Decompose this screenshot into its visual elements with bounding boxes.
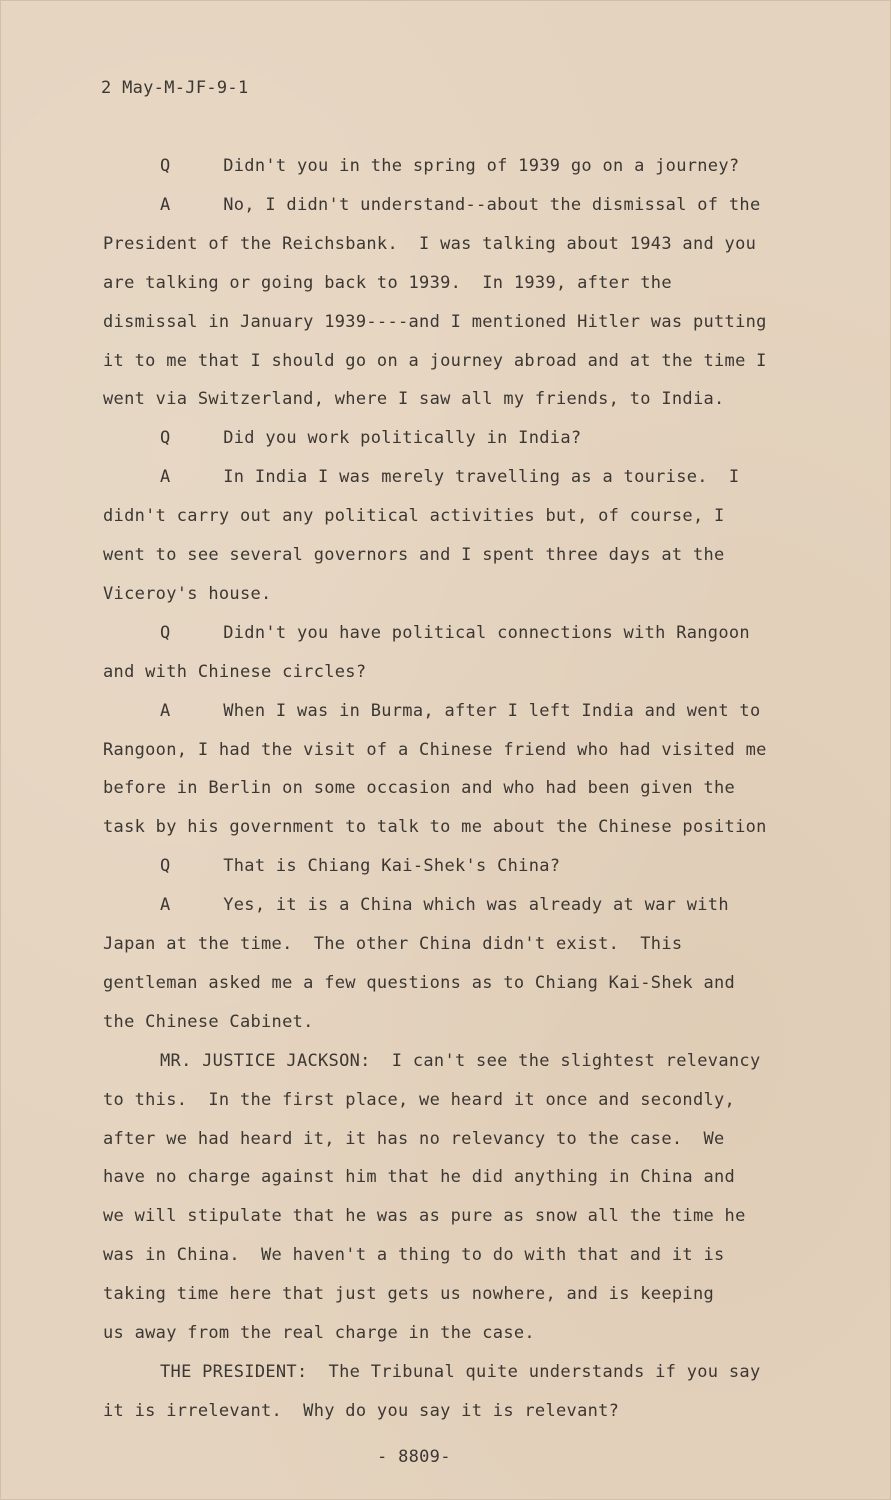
transcript-line: and with Chinese circles? bbox=[103, 662, 367, 682]
transcript-line: MR. JUSTICE JACKSON: I can't see the slightest relevancy bbox=[160, 1051, 761, 1071]
transcript-line: it is irrelevant. Why do you say it is relevant? bbox=[103, 1401, 620, 1421]
transcript-line: Japan at the time. The other China didn't exist. This bbox=[103, 934, 683, 954]
transcript-line: are talking or going back to 1939. In 1939, after the bbox=[103, 273, 672, 293]
transcript-line: A No, I didn't understand--about the dismissal of the bbox=[160, 195, 761, 215]
transcript-line: it to me that I should go on a journey abroad and at the time I bbox=[103, 351, 767, 371]
transcript-line: after we had heard it, it has no relevancy to the case. We bbox=[103, 1129, 725, 1149]
transcript-line: was in China. We haven't a thing to do with that and it is bbox=[103, 1245, 725, 1265]
page-number: - 8809- bbox=[377, 1447, 451, 1467]
transcript-line: Viceroy's house. bbox=[103, 584, 272, 604]
document-id: 2 May-M-JF-9-1 bbox=[101, 78, 249, 98]
transcript-line: taking time here that just gets us nowhere, and is keeping bbox=[103, 1284, 715, 1304]
transcript-line: to this. In the first place, we heard it once and secondly, bbox=[103, 1090, 736, 1110]
transcript-line: Q Didn't you in the spring of 1939 go on a journey? bbox=[160, 156, 740, 176]
transcript-line: A Yes, it is a China which was already at war with bbox=[160, 895, 729, 915]
transcript-line: didn't carry out any political activities but, of course, I bbox=[103, 506, 725, 526]
transcript-line: Rangoon, I had the visit of a Chinese friend who had visited me bbox=[103, 740, 767, 760]
transcript-line: before in Berlin on some occasion and who had been given the bbox=[103, 778, 736, 798]
transcript-line: went via Switzerland, where I saw all my friends, to India. bbox=[103, 389, 725, 409]
transcript-line: gentleman asked me a few questions as to Chiang Kai-Shek and bbox=[103, 973, 736, 993]
transcript-line: A When I was in Burma, after I left India and went to bbox=[160, 701, 761, 721]
transcript-line: A In India I was merely travelling as a tourise. I bbox=[160, 467, 740, 487]
transcript-line: the Chinese Cabinet. bbox=[103, 1012, 314, 1032]
transcript-line: Q Didn't you have political connections with Rangoon bbox=[160, 623, 750, 643]
transcript-line: Q Did you work politically in India? bbox=[160, 428, 582, 448]
transcript-line: dismissal in January 1939----and I mentioned Hitler was putting bbox=[103, 312, 767, 332]
transcript-line: us away from the real charge in the case. bbox=[103, 1323, 535, 1343]
transcript-line: we will stipulate that he was as pure as snow all the time he bbox=[103, 1206, 746, 1226]
transcript-line: task by his government to talk to me about the Chinese position bbox=[103, 817, 767, 837]
transcript-line: President of the Reichsbank. I was talking about 1943 and you bbox=[103, 234, 757, 254]
transcript-line: have no charge against him that he did anything in China and bbox=[103, 1167, 736, 1187]
transcript-line: THE PRESIDENT: The Tribunal quite understands if you say bbox=[160, 1362, 761, 1382]
transcript-line: went to see several governors and I spent three days at the bbox=[103, 545, 725, 565]
transcript-line: Q That is Chiang Kai-Shek's China? bbox=[160, 856, 561, 876]
